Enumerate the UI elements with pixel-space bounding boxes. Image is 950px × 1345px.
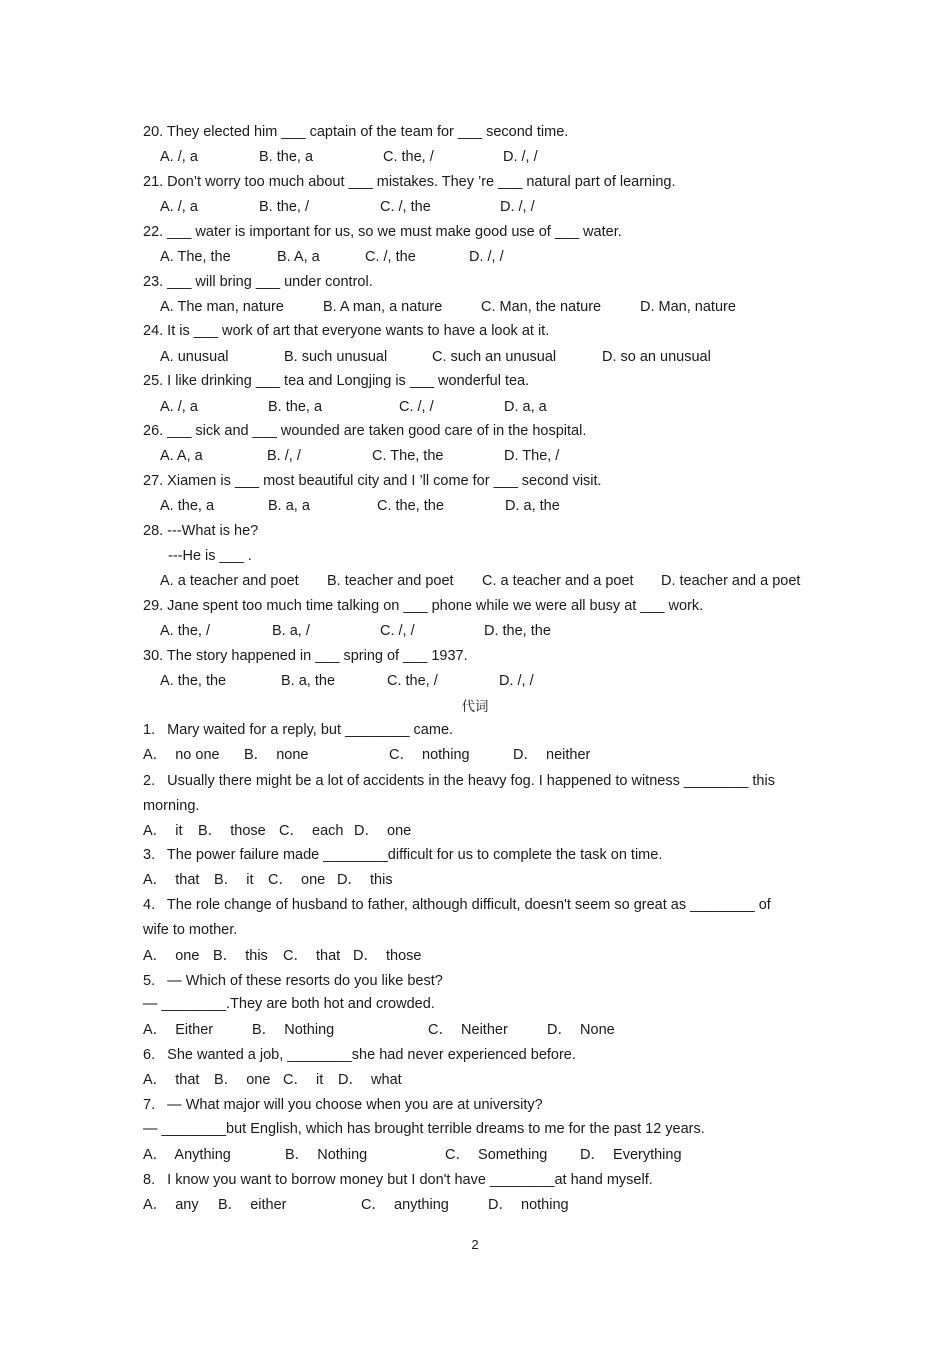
pronoun-question-7-option-b: B． Nothing xyxy=(285,1147,368,1163)
question-20-option-d: D. /, / xyxy=(503,149,538,165)
pronoun-question-5-option-a: A． Either xyxy=(143,1022,214,1038)
question-27-stem: 27. Xiamen is ___ most beautiful city and I ’ll come for ___ second visit. xyxy=(143,473,602,489)
pronoun-question-4-option-c: C． that xyxy=(283,948,341,964)
question-28-option-a: A. a teacher and poet xyxy=(160,573,299,589)
question-26-option-a: A. A, a xyxy=(160,448,203,464)
question-25-option-b: B. the, a xyxy=(268,399,323,415)
question-25-option-a: A. /, a xyxy=(160,399,198,415)
pronoun-question-7-stem: 7. — What major will you choose when you are at university? xyxy=(143,1097,543,1113)
question-29-option-d: D. the, the xyxy=(484,623,551,639)
pronoun-question-3-option-b: B． it xyxy=(214,872,254,888)
pronoun-question-2-option-c: C． each xyxy=(279,823,344,839)
pronoun-question-2-stem-line-2: morning. xyxy=(143,798,200,814)
pronoun-question-5-option-c: C． Neither xyxy=(428,1022,508,1038)
pronoun-question-1-option-c: C． nothing xyxy=(389,747,470,763)
question-28-stem-line-2: ---He is ___ . xyxy=(168,548,252,564)
question-20-option-b: B. the, a xyxy=(259,149,314,165)
question-28-stem: 28. ---What is he? xyxy=(143,523,259,539)
question-21-option-c: C. /, the xyxy=(380,199,431,215)
question-27-option-d: D. a, the xyxy=(505,498,560,514)
question-23-stem: 23. ___ will bring ___ under control. xyxy=(143,274,373,290)
pronoun-question-7-option-d: D． Everything xyxy=(580,1147,682,1163)
pronoun-question-2-option-d: D． one xyxy=(354,823,412,839)
pronoun-question-5-stem: 5. — Which of these resorts do you like best? xyxy=(143,973,443,989)
pronoun-question-5-option-b: B． Nothing xyxy=(252,1022,335,1038)
question-29-stem: 29. Jane spent too much time talking on ___ phone while we were all busy at ___ work. xyxy=(143,598,704,614)
pronoun-question-3-stem: 3. The power failure made ________difficult for us to complete the task on time. xyxy=(143,847,663,863)
question-29-option-c: C. /, / xyxy=(380,623,415,639)
pronoun-question-3-option-a: A． that xyxy=(143,872,200,888)
question-29-option-a: A. the, / xyxy=(160,623,210,639)
pronoun-question-4-option-a: A． one xyxy=(143,948,200,964)
pronoun-question-8-option-a: A． any xyxy=(143,1197,199,1213)
question-28-option-d: D. teacher and a poet xyxy=(661,573,801,589)
pronoun-question-1-stem: 1. Mary waited for a reply, but ________ came. xyxy=(143,722,454,738)
section-title: 代词 xyxy=(461,699,489,715)
question-24-option-c: C. such an unusual xyxy=(432,349,557,365)
pronoun-question-8-option-b: B． either xyxy=(218,1197,287,1213)
pronoun-question-2-option-a: A． it xyxy=(143,823,183,839)
question-21-option-d: D. /, / xyxy=(500,199,535,215)
question-25-option-d: D. a, a xyxy=(504,399,547,415)
question-22-option-a: A. The, the xyxy=(160,249,231,265)
question-23-option-a: A. The man, nature xyxy=(160,299,284,315)
pronoun-question-2-stem: 2. Usually there might be a lot of accidents in the heavy fog. I happened to witness ________ this xyxy=(143,773,775,789)
pronoun-question-6-option-d: D． what xyxy=(338,1072,402,1088)
question-21-stem: 21. Don’t worry too much about ___ mistakes. They ’re ___ natural part of learning. xyxy=(143,174,676,190)
question-23-option-d: D. Man, nature xyxy=(640,299,736,315)
question-28-option-c: C. a teacher and a poet xyxy=(482,573,634,589)
pronoun-question-1-option-a: A． no one xyxy=(143,747,220,763)
pronoun-question-4-stem-line-2: wife to mother. xyxy=(143,922,238,938)
pronoun-question-7-stem-line-2: — ________but English, which has brought terrible dreams to me for the past 12 years. xyxy=(143,1121,705,1137)
pronoun-question-4-option-b: B． this xyxy=(213,948,268,964)
question-22-option-d: D. /, / xyxy=(469,249,504,265)
question-25-option-c: C. /, / xyxy=(399,399,434,415)
question-28-option-b: B. teacher and poet xyxy=(327,573,454,589)
question-21-option-a: A. /, a xyxy=(160,199,198,215)
pronoun-question-4-stem: 4. The role change of husband to father, although difficult, doesn't seem so great as ________ of xyxy=(143,897,771,913)
question-29-option-b: B. a, / xyxy=(272,623,310,639)
pronoun-question-3-option-c: C． one xyxy=(268,872,326,888)
pronoun-question-6-option-b: B． one xyxy=(214,1072,271,1088)
question-30-stem: 30. The story happened in ___ spring of ___ 1937. xyxy=(143,648,468,664)
question-23-option-c: C. Man, the nature xyxy=(481,299,602,315)
pronoun-question-8-option-c: C． anything xyxy=(361,1197,449,1213)
pronoun-question-5-stem-line-2: — ________.They are both hot and crowded. xyxy=(143,996,435,1012)
pronoun-question-7-option-a: A． Anything xyxy=(143,1147,231,1163)
question-24-stem: 24. It is ___ work of art that everyone wants to have a look at it. xyxy=(143,323,550,339)
pronoun-question-8-stem: 8. I know you want to borrow money but I don't have ________at hand myself. xyxy=(143,1172,653,1188)
pronoun-question-6-stem: 6. She wanted a job, ________she had never experienced before. xyxy=(143,1047,576,1063)
question-27-option-c: C. the, the xyxy=(377,498,444,514)
pronoun-question-1-option-d: D． neither xyxy=(513,747,591,763)
question-20-option-c: C. the, / xyxy=(383,149,434,165)
question-23-option-b: B. A man, a nature xyxy=(323,299,443,315)
question-25-stem: 25. I like drinking ___ tea and Longjing is ___ wonderful tea. xyxy=(143,373,530,389)
pronoun-question-4-option-d: D． those xyxy=(353,948,422,964)
pronoun-question-1-option-b: B． none xyxy=(244,747,309,763)
question-22-option-c: C. /, the xyxy=(365,249,416,265)
question-20-option-a: A. /, a xyxy=(160,149,198,165)
pronoun-question-8-option-d: D． nothing xyxy=(488,1197,569,1213)
page-number: 2 xyxy=(471,1237,479,1252)
question-26-option-c: C. The, the xyxy=(372,448,444,464)
question-30-option-c: C. the, / xyxy=(387,673,438,689)
question-27-option-b: B. a, a xyxy=(268,498,310,514)
pronoun-question-7-option-c: C． Something xyxy=(445,1147,548,1163)
question-26-stem: 26. ___ sick and ___ wounded are taken good care of in the hospital. xyxy=(143,423,587,439)
question-24-option-a: A. unusual xyxy=(160,349,229,365)
question-30-option-a: A. the, the xyxy=(160,673,227,689)
question-21-option-b: B. the, / xyxy=(259,199,309,215)
question-26-option-b: B. /, / xyxy=(267,448,301,464)
question-20-stem: 20. They elected him ___ captain of the team for ___ second time. xyxy=(143,124,569,140)
question-27-option-a: A. the, a xyxy=(160,498,215,514)
pronoun-question-5-option-d: D． None xyxy=(547,1022,615,1038)
question-24-option-b: B. such unusual xyxy=(284,349,388,365)
question-22-option-b: B. A, a xyxy=(277,249,320,265)
pronoun-question-6-option-a: A． that xyxy=(143,1072,200,1088)
question-26-option-d: D. The, / xyxy=(504,448,560,464)
question-24-option-d: D. so an unusual xyxy=(602,349,711,365)
question-22-stem: 22. ___ water is important for us, so we must make good use of ___ water. xyxy=(143,224,622,240)
question-30-option-b: B. a, the xyxy=(281,673,336,689)
pronoun-question-6-option-c: C． it xyxy=(283,1072,324,1088)
pronoun-question-3-option-d: D． this xyxy=(337,872,393,888)
question-30-option-d: D. /, / xyxy=(499,673,534,689)
pronoun-question-2-option-b: B． those xyxy=(198,823,266,839)
